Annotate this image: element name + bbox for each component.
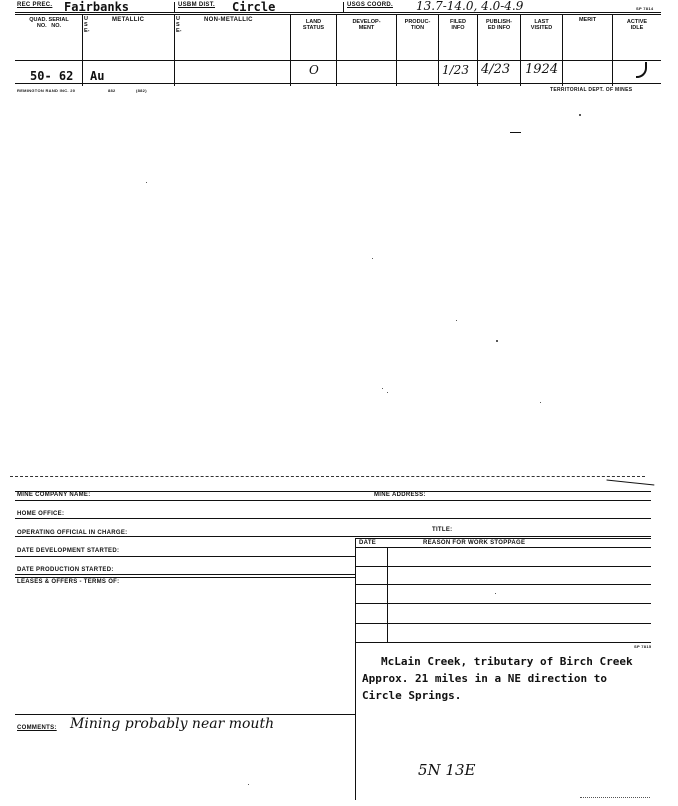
column-header-top-rule (15, 14, 661, 15)
record-underline (15, 83, 661, 84)
header-divider (343, 2, 344, 12)
record-published-info: 4/23 (481, 62, 511, 77)
date-label: DATE (359, 540, 377, 546)
mine-address-label: MINE ADDRESS: (374, 492, 426, 498)
reason-label: REASON FOR WORK STOPPAGE (423, 540, 526, 546)
col-active-idle: ACTIVE IDLE (626, 19, 648, 31)
col-quad-serial: QUAD. SERIAL NO. NO. (29, 17, 69, 29)
printer-label: REMINGTON RAND INC. 20 (17, 88, 76, 93)
dev-started-label: DATE DEVELOPMENT STARTED: (17, 548, 120, 554)
form-rule (15, 577, 355, 578)
header-divider (174, 2, 175, 12)
stoppage-row-rule (355, 584, 651, 585)
title-label: TITLE: (432, 527, 453, 533)
usbm-dist-value: Circle (232, 0, 276, 14)
record-metallic: Au (90, 69, 105, 83)
speck (540, 402, 541, 403)
usgs-coord-label: USGS COORD. (347, 2, 393, 8)
card-separator (10, 476, 645, 478)
comments-top-rule (15, 714, 355, 715)
col-metallic: METALLIC (112, 17, 145, 23)
mine-company-top-rule (15, 491, 651, 492)
stoppage-row-rule (355, 603, 651, 604)
leases-label: LEASES & OFFERS - TERMS OF: (17, 579, 120, 585)
township-note: 5N 13E (418, 761, 476, 779)
record-last-visited: 1924 (525, 62, 559, 77)
col-divider (82, 14, 83, 86)
comments-label: COMMENTS: (17, 725, 57, 731)
speck (456, 320, 457, 321)
record-row-bottom-rule (15, 60, 661, 61)
record-quad-serial: 50- 62 (30, 69, 74, 83)
location-line-1: McLain Creek, tributary of Birch Creek (381, 655, 633, 668)
col-merit: MERIT (578, 17, 597, 23)
form-number-bottom: SP 7815 (634, 644, 652, 649)
form-rule (15, 500, 651, 501)
col-use-prefix: U S E- (84, 16, 90, 34)
col-published-info: PUBLISH- ED INFO (486, 19, 512, 31)
col-non-metallic: NON-METALLIC (204, 17, 253, 23)
speck (146, 182, 147, 183)
col-divider (174, 14, 175, 86)
form-rule (355, 538, 651, 539)
col-last-visited: LAST VISITED (530, 19, 553, 31)
rec-prec-label: REC PREC. (17, 2, 53, 8)
home-office-label: HOME OFFICE: (17, 511, 65, 517)
form-rule (355, 547, 651, 548)
stoppage-row-rule (355, 642, 651, 643)
record-filed-info: 1/23 (442, 63, 469, 77)
col-land-status: LAND STATUS (302, 19, 325, 31)
comments-value: Mining probably near mouth (70, 716, 275, 732)
speck (382, 388, 383, 389)
col-filed-info: FILED INFO (450, 19, 466, 31)
speck (387, 392, 388, 393)
mine-company-label: MINE COMPANY NAME: (17, 492, 91, 498)
rec-prec-value: Fairbanks (64, 0, 130, 14)
date-col-divider (387, 547, 388, 643)
usgs-coord-value: 13.7-14.0, 4.0-4.9 (416, 0, 524, 13)
col-divider (562, 14, 563, 86)
stoppage-row-rule (355, 623, 651, 624)
prod-started-label: DATE PRODUCTION STARTED: (17, 567, 114, 573)
speck (496, 340, 498, 342)
col-production: PRODUC- TION (404, 19, 431, 31)
col-development: DEVELOP- MENT (352, 19, 381, 31)
speck (510, 132, 521, 133)
form-rule (15, 574, 355, 575)
location-line-2: Approx. 21 miles in a NE direction to (362, 672, 608, 685)
stoppage-row-rule (355, 566, 651, 567)
speck (495, 593, 496, 594)
speck (372, 258, 373, 259)
form-number-top: SP 7814 (636, 6, 654, 11)
printer-code-2: (882) (136, 88, 147, 93)
department-label: TERRITORIAL DEPT. OF MINES (550, 87, 633, 93)
printer-code: 882 (108, 88, 116, 93)
edge-dots (580, 797, 650, 799)
operating-official-label: OPERATING OFFICIAL IN CHARGE: (17, 530, 128, 536)
form-rule (15, 556, 355, 557)
col-use-prefix: U S E- (176, 16, 182, 34)
form-rule (15, 518, 651, 519)
speck (248, 784, 249, 785)
location-line-3: Circle Springs. (362, 689, 462, 702)
usbm-dist-label: USBM DIST. (178, 2, 216, 8)
left-panel-divider (355, 538, 356, 800)
form-rule (15, 536, 651, 537)
active-idle-mark (636, 62, 647, 78)
speck (579, 114, 581, 116)
record-land-status: O (309, 63, 319, 77)
